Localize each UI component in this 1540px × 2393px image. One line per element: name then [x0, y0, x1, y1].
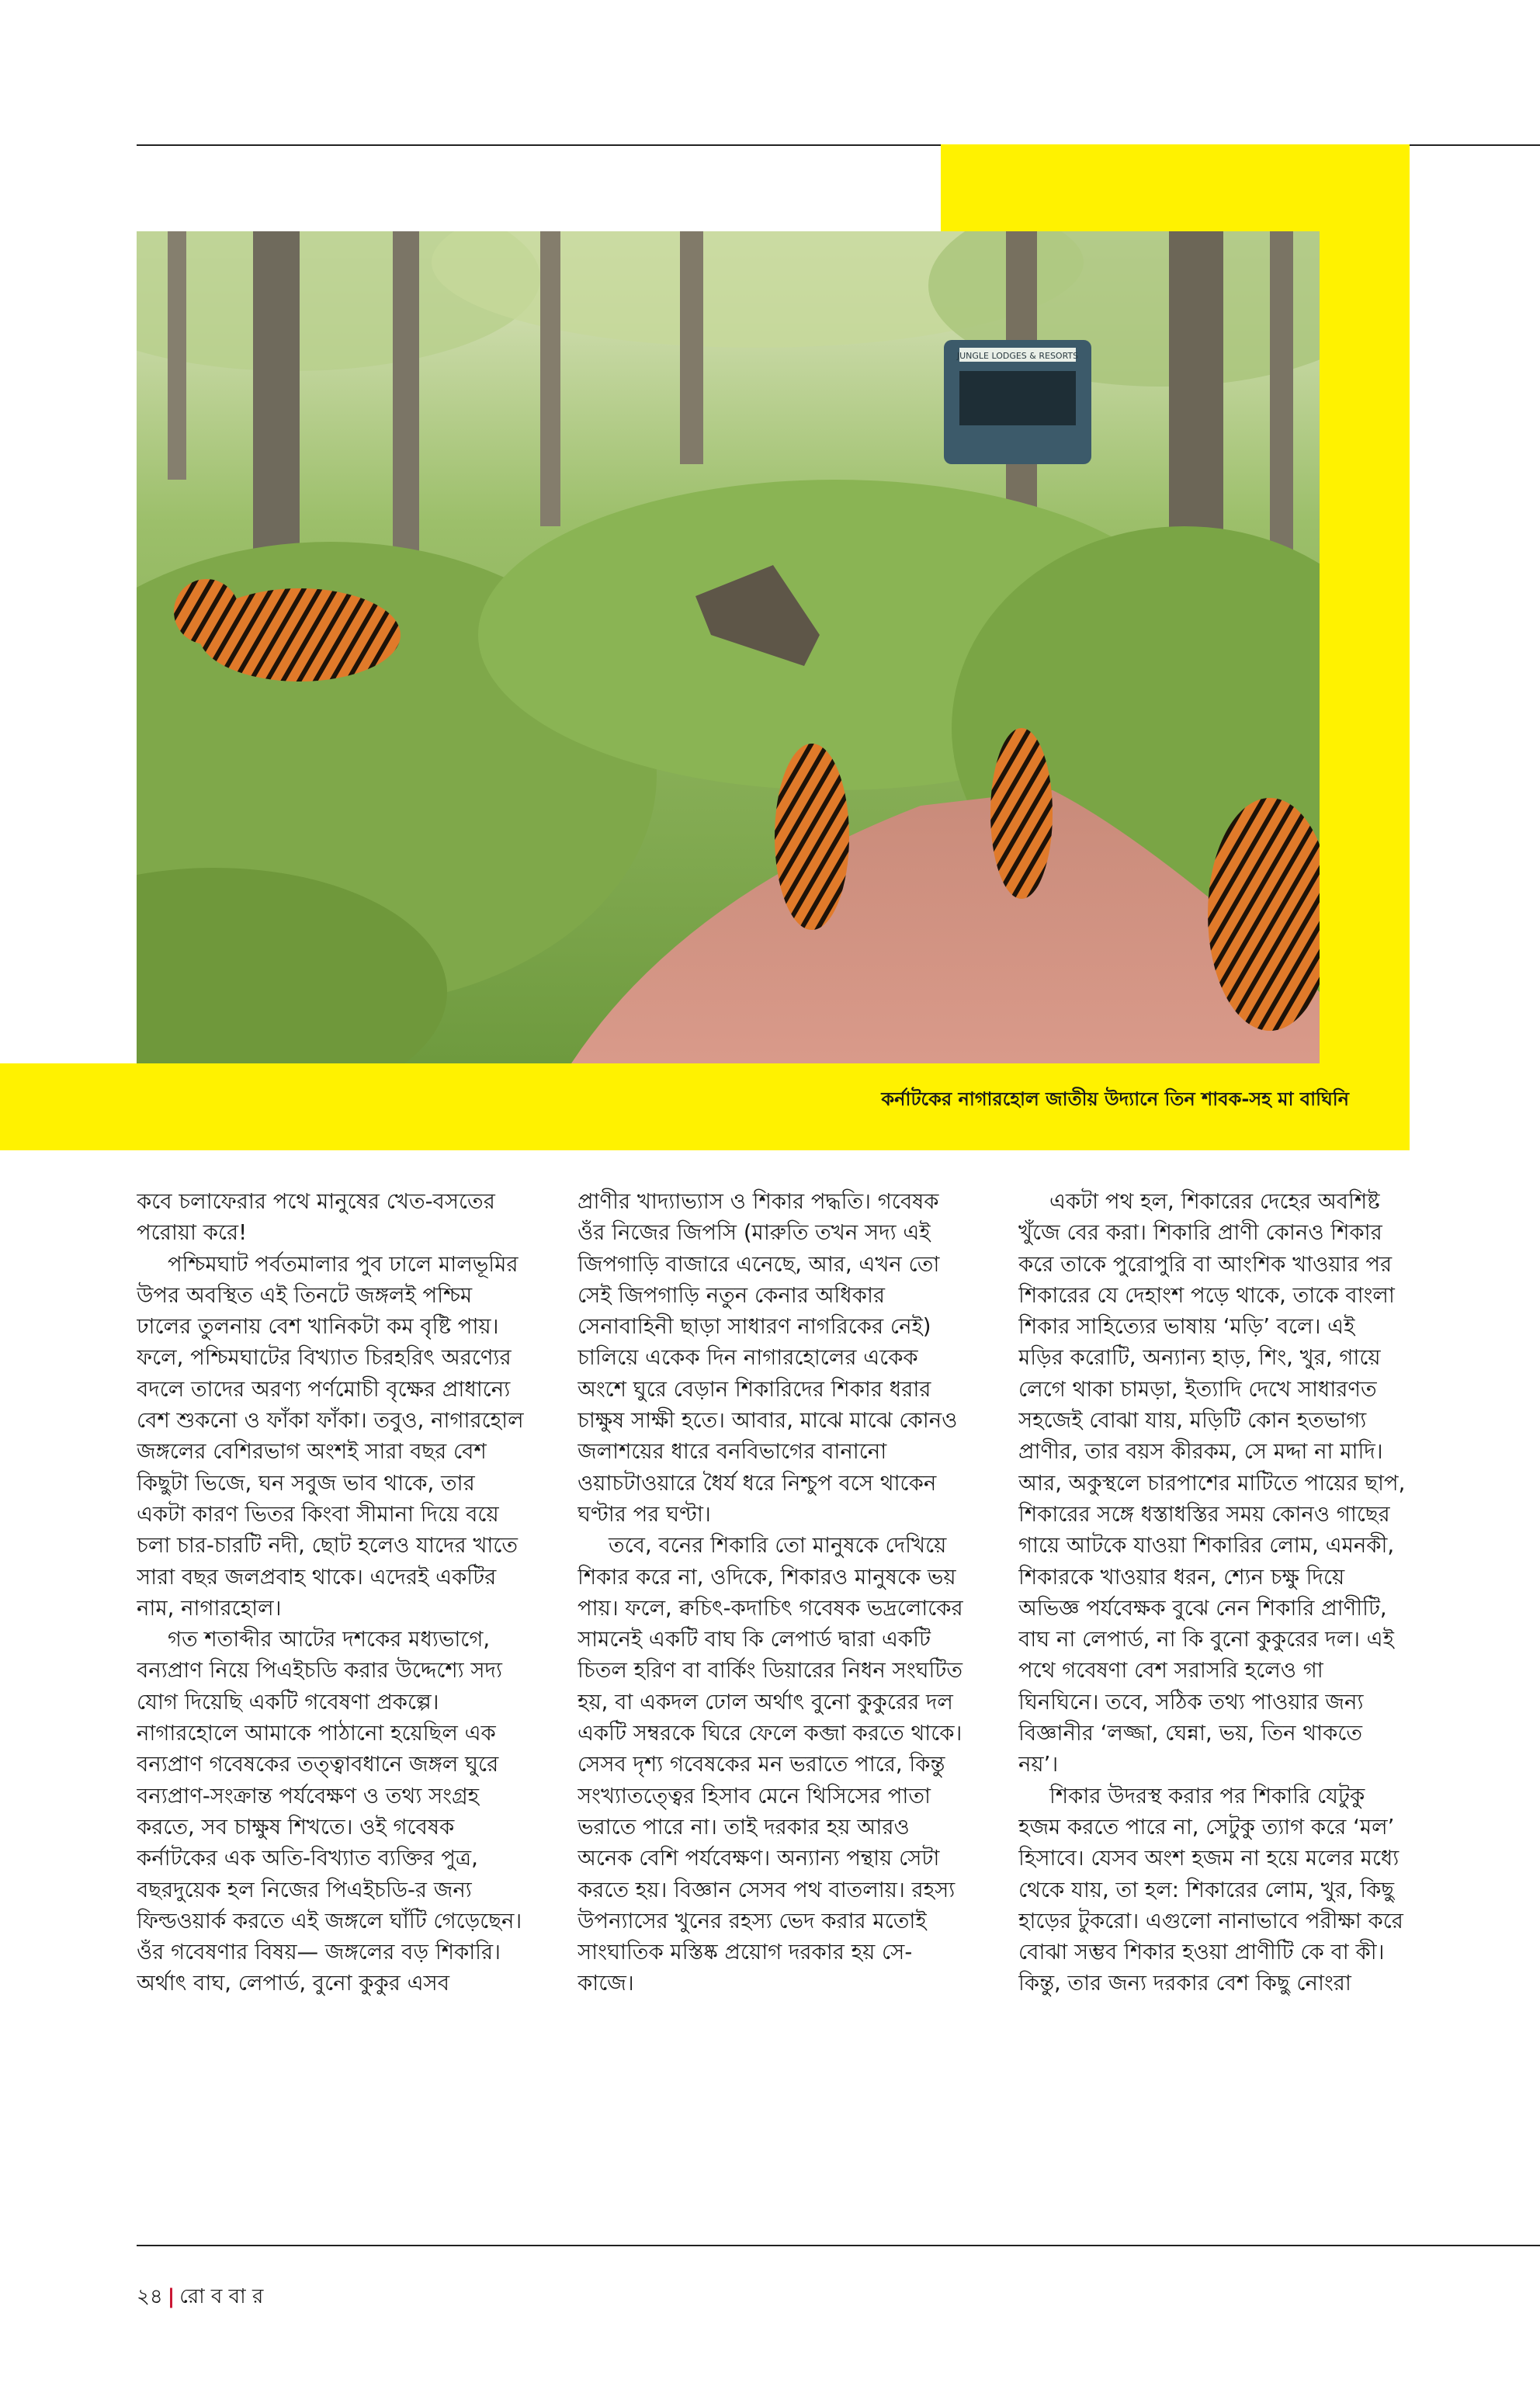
page-number: ২৪ — [137, 2285, 163, 2308]
tiger-photo — [137, 231, 1320, 1063]
paragraph: প্রাণীর খাদ্যাভ্যাস ও শিকার পদ্ধতি। গবেষক ওঁর নিজের জিপসি (মারুতি তখন সদ্য এই জিপগাড়ি বাজারে এনেছে, আর, এখন তো সেই জিপগাড়ি নতুন কেনার অধিকার সেনাবাহিনী ছাড়া সাধারণ নাগরিকের নেই) চালিয়ে একেক দিন নাগারহোলের একেক অংশে ঘুরে বেড়ান শিকারিদের শিকার ধরার চাক্ষুষ সাক্ষী হতে। আবার, মাঝে মাঝে কোনও জলাশয়ের ধারে বনবিভাগের বানানো ওয়াচটাওয়ারে ধৈর্য ধরে নিশ্চুপ বসে থাকেন ঘণ্টার পর ঘণ্টা। — [578, 1189, 958, 1527]
text-column-1 — [137, 1186, 525, 2195]
paragraph: কবে চলাফেরার পথে মানুষের খেত-বসতের পরোয়া করে! — [137, 1189, 495, 1246]
paragraph: গত শতাব্দীর আটের দশকের মধ্যভাগে, বন্যপ্রাণ নিয়ে পিএইচডি করার উদ্দেশ্যে সদ্য যোগ দিয়েছি একটি গবেষণা প্রকল্পে। নাগারহোলে আমাকে পাঠানো হয়েছিল এক বন্যপ্রাণ গবেষকের তত্ত্বাবধানে জঙ্গল ঘুরে বন্যপ্রাণ-সংক্রান্ত পর্যবেক্ষণ ও তথ্য সংগ্রহ করতে, সব চাক্ষুষ শিখতে। ওই গবেষক কর্নাটকের এক অতি-বিখ্যাত ব্যক্তির পুত্র, বছরদুয়েক হল নিজের পিএইচডি-র জন্য ফিল্ডওয়ার্ক করতে এই জঙ্গলে ঘাঁটি গেড়েছেন। ওঁর গবেষণার বিষয়— জঙ্গলের বড় শিকারি। অর্থাৎ বাঘ, লেপার্ড, বুনো কুকুর এসব — [137, 1627, 522, 1996]
paragraph: তবে, বনের শিকারি তো মানুষকে দেখিয়ে শিকার করে না, ওদিকে, শিকারও মানুষকে ভয় পায়। ফলে, ক্বচিৎ-কদাচিৎ গবেষক ভদ্রলোকের সামনেই একটি বাঘ কি লেপার্ড দ্বারা একটি চিতল হরিণ বা বার্কিং ডিয়ারের নিধন সংঘটিত হয়, বা একদল ঢোল অর্থাৎ বুনো কুকুরের দল একটি সম্বরকে ঘিরে ফেলে কব্জা করতে থাকে। সেসব দৃশ্য গবেষকের মন ভরাতে পারে, কিন্তু সংখ্যাতত্ত্বের হিসাব মেনে থিসিসের পাতা ভরাতে পারে না। তাই দরকার হয় আরও অনেক বেশি পর্যবেক্ষণ। অন্যান্য পন্থায় সেটা করতে হয়। বিজ্ঞান সেসব পথ বাতলায়। রহস্য উপন্যাসের খুনের রহস্য ভেদ করার মতোই সাংঘাতিক মস্তিষ্ক প্রয়োগ দরকার হয় সে-কাজে। — [578, 1533, 963, 1996]
text-column-2 — [578, 1186, 966, 2195]
jeep-sign: JUNGLE LODGES & RESORTS — [956, 351, 1079, 361]
text-column-3 — [1018, 1186, 1406, 2195]
footer-separator: | — [167, 2285, 175, 2308]
paragraph: পশ্চিমঘাট পর্বতমালার পুব ঢালে মালভূমির উপর অবস্থিত এই তিনটে জঙ্গলই পশ্চিম ঢালের তুলনায় বেশ খানিকটা কম বৃষ্টি পায়। ফলে, পশ্চিমঘাটের বিখ্যাত চিরহরিৎ অরণ্যের বদলে তাদের অরণ্য পর্ণমোচী বৃক্ষের প্রাধান্যে বেশ শুকনো ও ফাঁকা ফাঁকা। তবুও, নাগারহোল জঙ্গলের বেশিরভাগ অংশই সারা বছর বেশ কিছুটা ভিজে, ঘন সবুজ ভাব থাকে, তার একটা কারণ ভিতর কিংবা সীমানা দিয়ে বয়ে চলা চার-চারটি নদী, ছোট হলেও যাদের খাতে সারা বছর জলপ্রবাহ থাকে। এদেরই একটির নাম, নাগারহোল। — [137, 1251, 524, 1621]
photo-caption: কর্নাটকের নাগারহোল জাতীয় উদ্যানে তিন শাবক-সহ মা বাঘিনি — [881, 1088, 1349, 1110]
bottom-rule — [137, 2245, 1540, 2246]
paragraph: একটা পথ হল, শিকারের দেহের অবশিষ্ট খুঁজে বের করা। শিকারি প্রাণী কোনও শিকার করে তাকে পুরোপুরি বা আংশিক খাওয়ার পর শিকারের যে দেহাংশ পড়ে থাকে, তাকে বাংলা শিকার সাহিত্যের ভাষায় ‘মড়ি’ বলে। এই মড়ির করোটি, অন্যান্য হাড়, শিং, খুর, গায়ে লেগে থাকা চামড়া, ইত্যাদি দেখে সাধারণত সহজেই বোঝা যায়, মড়িটি কোন হতভাগ্য প্রাণীর, তার বয়স কীরকম, সে মদ্দা না মাদি। আর, অকুস্থলে চারপাশের মাটিতে পায়ের ছাপ, শিকারের সঙ্গে ধস্তাধস্তির সময় কোনও গাছের গায়ে আটকে যাওয়া শিকারির লোম, এমনকী, শিকারকে খাওয়ার ধরন, শ্যেন চক্ষু দিয়ে অভিজ্ঞ পর্যবেক্ষক বুঝে নেন শিকারি প্রাণীটি, বাঘ না লেপার্ড, না কি বুনো কুকুরের দল। এই পথে গবেষণা বেশ সরাসরি হলেও গা ঘিনঘিনে। তবে, সঠিক তথ্য পাওয়ার জন্য বিজ্ঞানীর ‘লজ্জা, ঘেন্না, ভয়, তিন থাকতে নয়’। — [1018, 1189, 1406, 1777]
paragraph: শিকার উদরস্থ করার পর শিকারি যেটুকু হজম করতে পারে না, সেটুকু ত্যাগ করে ‘মল’ হিসাবে। যেসব অংশ হজম না হয়ে মলের মধ্যে থেকে যায়, তা হল: শিকারের লোম, খুর, কিছু হাড়ের টুকরো। এগুলো নানাভাবে পরীক্ষা করে বোঝা সম্ভব শিকার হওয়া প্রাণীটি কে বা কী। কিন্তু, তার জন্য দরকার বেশ কিছু নোংরা — [1018, 1783, 1403, 1996]
publication-name: রো ব বা র — [179, 2285, 264, 2308]
page-footer — [137, 2280, 263, 2315]
